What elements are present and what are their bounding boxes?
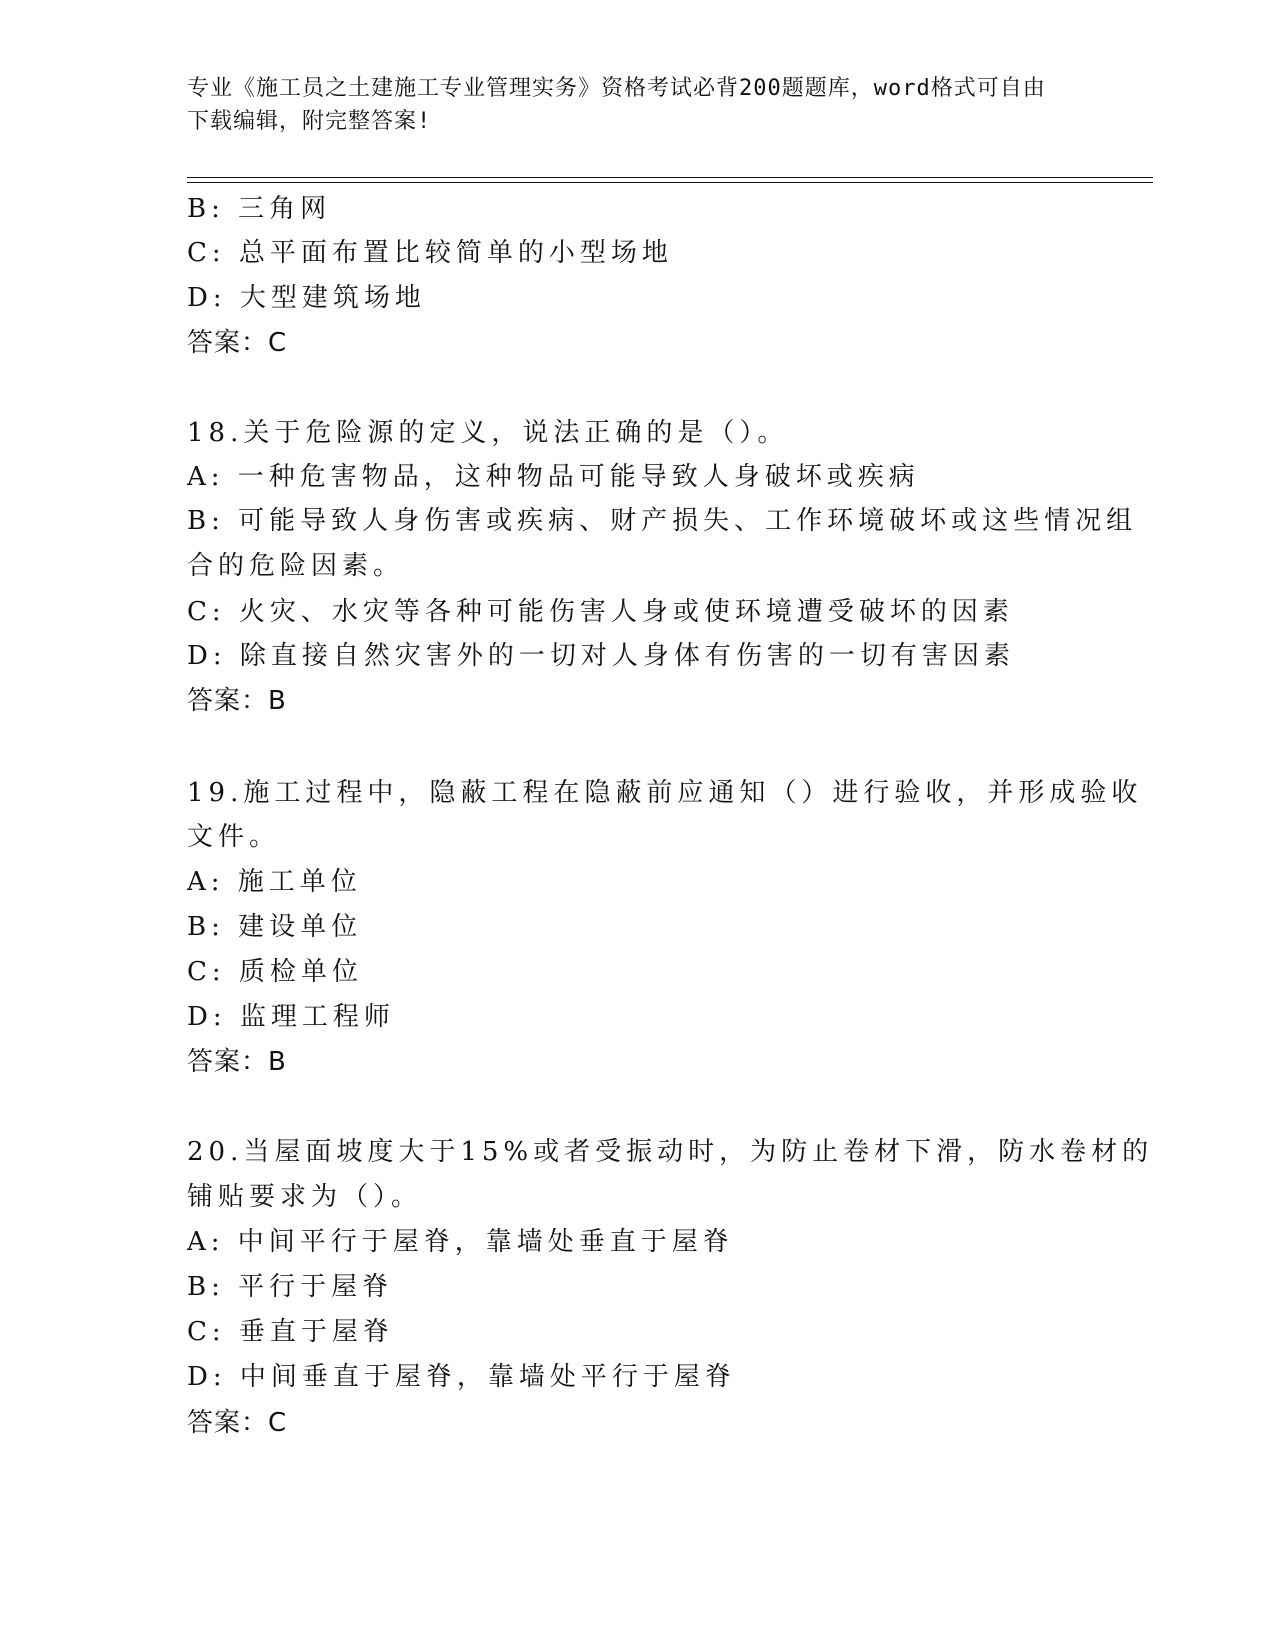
q20-stem-continued: 铺贴要求为（）。 [187, 1182, 423, 1212]
q20-option-b: B: 平行于屋脊 [187, 1272, 394, 1302]
q18-answer: 答案：B [187, 686, 287, 716]
header-divider-secondary [187, 182, 1153, 183]
q19-answer: 答案：B [187, 1047, 287, 1077]
header-divider [187, 177, 1153, 178]
q17-answer: 答案：C [187, 328, 288, 358]
q19-option-d: D: 监理工程师 [187, 1002, 395, 1032]
q18-option-a: A: 一种危害物品，这种物品可能导致人身破坏或疾病 [187, 462, 920, 492]
q20-option-d: D: 中间垂直于屋脊，靠墙处平行于屋脊 [187, 1362, 736, 1392]
q18-option-b-continued: 合的危险因素。 [187, 551, 405, 581]
q18-option-c: C: 火灾、水灾等各种可能伤害人身或使环境遭受破坏的因素 [187, 597, 1014, 627]
q20-answer: 答案：C [187, 1408, 288, 1438]
q19-stem: 19.施工过程中，隐蔽工程在隐蔽前应通知（）进行验收，并形成验收 [187, 778, 1143, 808]
q19-stem-continued: 文件。 [187, 822, 281, 852]
q17-option-d: D: 大型建筑场地 [187, 283, 426, 313]
q20-option-a: A: 中间平行于屋脊，靠墙处垂直于屋脊 [187, 1227, 734, 1257]
q18-option-b: B: 可能导致人身伤害或疾病、财产损失、工作环境破坏或这些情况组 [187, 506, 1138, 536]
q18-option-d: D: 除直接自然灾害外的一切对人身体有伤害的一切有害因素 [187, 641, 1015, 671]
document-header: 专业《施工员之土建施工专业管理实务》资格考试必背200题题库，word格式可自由下载编辑，附完整答案! [187, 76, 1046, 134]
q17-option-c: C: 总平面布置比较简单的小型场地 [187, 238, 673, 268]
q19-option-b: B: 建设单位 [187, 912, 363, 942]
q20-option-c: C: 垂直于屋脊 [187, 1317, 394, 1347]
q19-option-a: A: 施工单位 [187, 867, 362, 897]
q18-stem: 18.关于危险源的定义，说法正确的是（）。 [187, 418, 789, 448]
q17-option-b: B: 三角网 [187, 194, 332, 224]
q19-option-c: C: 质检单位 [187, 957, 363, 987]
q20-stem: 20.当屋面坡度大于15%或者受振动时，为防止卷材下滑，防水卷材的 [187, 1137, 1154, 1167]
